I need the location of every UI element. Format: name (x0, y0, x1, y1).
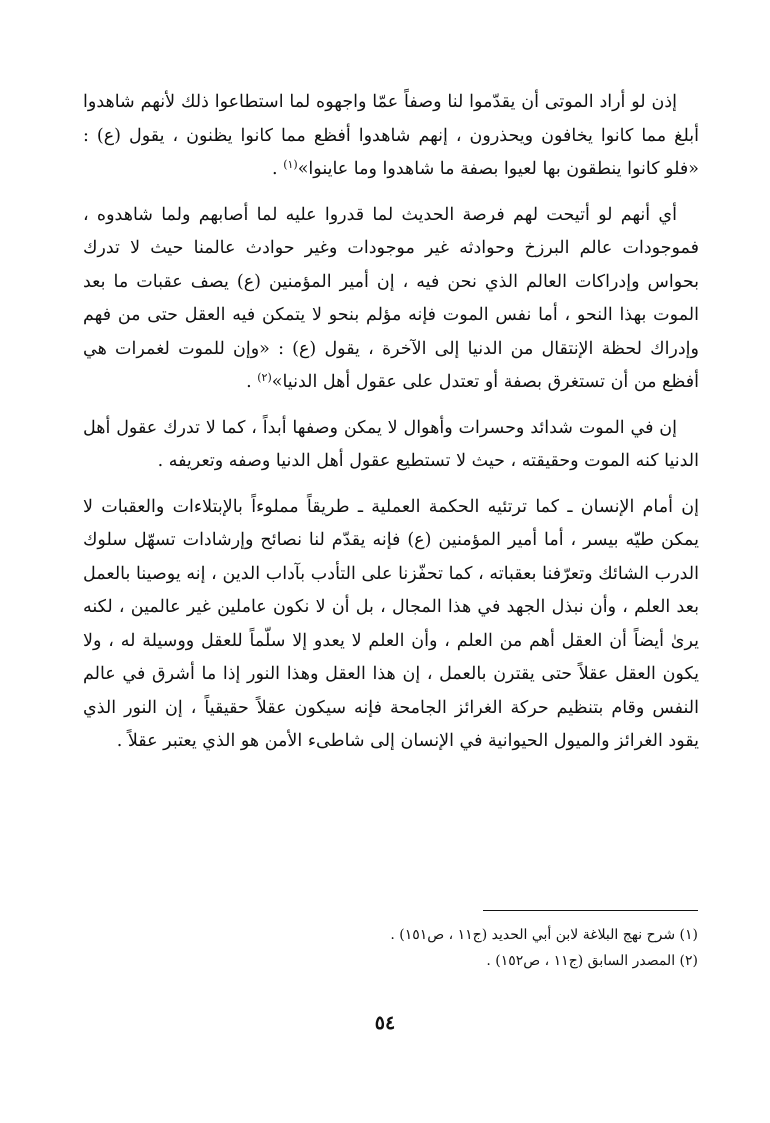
paragraph-3-text: إن في الموت شدائد وحسرات وأهوال لا يمكن وصفها أبداً ، كما لا تدرك عقول أهل الدنيا كنه الموت وحقيقته ، حيث لا تستطيع عقول أهل الدنيا وصفه وتعريفه . (83, 417, 699, 471)
paragraph-2 (83, 199, 699, 400)
page-number: ٥٤ (374, 1012, 396, 1034)
footnote-ref-1: (١) (283, 158, 298, 171)
footnote-1: (١) شرح نهج البلاغة لابن أبي الحديد (ج١١ ، ص١٥١) . (390, 927, 698, 943)
paragraph-2-text: أي أنهم لو أتيحت لهم فرصة الحديث لما قدروا عليه لما أصابهم ولما شاهدوه ، فموجودات عالم البرزخ وحوادثه غير موجودات وغير حوادث عالمنا حيث لا تدرك بحواس وإدراكات العالم الذي نحن فيه ، إن أمير المؤمنين (ع) يصف عقبات ما بعد الموت بهذا النحو ، أما نفس الموت فإنه مؤلم بنحو لا يتمكن فيه العقل حتى من فهم وإدراك لحظة الإنتقال من الدنيا إلى الآخرة ، يقول (ع) : «وإن للموت لغمرات هي أفظع من أن تستغرق بصفة أو تعتدل على عقول أهل الدنيا» (83, 204, 699, 392)
footnote-divider (483, 910, 698, 911)
footnote-2: (٢) المصدر السابق (ج١١ ، ص١٥٢) . (486, 953, 698, 969)
paragraph-1-end: . (272, 159, 284, 179)
paragraph-2-end: . (246, 372, 258, 392)
paragraph-4-text: إن أمام الإنسان ـ كما ترتئيه الحكمة العملية ـ طريقاً مملوءاً بالإبتلاءات والعقبات لا يمكن طيّه بيسر ، أما أمير المؤمنين (ع) فإنه يقدّم لنا نصائح وإرشادات تسهّل سلوك الدرب الشائك وتعرّفنا بعقباته ، كما تحفّزنا على التأدب بآداب الدين ، إنه يوصينا بالعمل بعد العلم ، وأن نبذل الجهد في هذا المجال ، بل أن لا نكون عاملين غير عالمين ، لكنه يرىٰ أيضاً أن العقل أهم من العلم ، وأن العلم لا يعدو إلا سلّماً للعقل ووسيلة له ، ولا يكون العقل عقلاً حتى يقترن بالعمل ، إن هذا العقل وهذا النور إذا ما أشرق في عالم النفس وقام بتنظيم حركة الغرائز الجامحة فإنه سيكون عقلاً حقيقياً ، إن النور الذي يقود الغرائز والميول الحيوانية في الإنسان إلى شاطىء الأمن هو الذي يعتبر عقلاً . (83, 496, 699, 751)
paragraph-1-text: إذن لو أراد الموتى أن يقدّموا لنا وصفاً عمّا واجهوه لما استطاعوا ذلك لأنهم شاهدوا أبلغ مما كانوا يخافون ويحذرون ، إنهم شاهدوا أفظع مما كانوا يظنون ، يقول (ع) : «فلو كانوا ينطقون بها لعيوا بصفة ما شاهدوا وما عاينوا» (83, 92, 699, 179)
paragraph-1 (83, 86, 699, 187)
footnote-ref-2: (٢) (257, 371, 272, 384)
page-body (83, 86, 699, 759)
paragraph-3 (83, 412, 699, 479)
footnotes (238, 922, 698, 974)
paragraph-4 (83, 491, 699, 759)
